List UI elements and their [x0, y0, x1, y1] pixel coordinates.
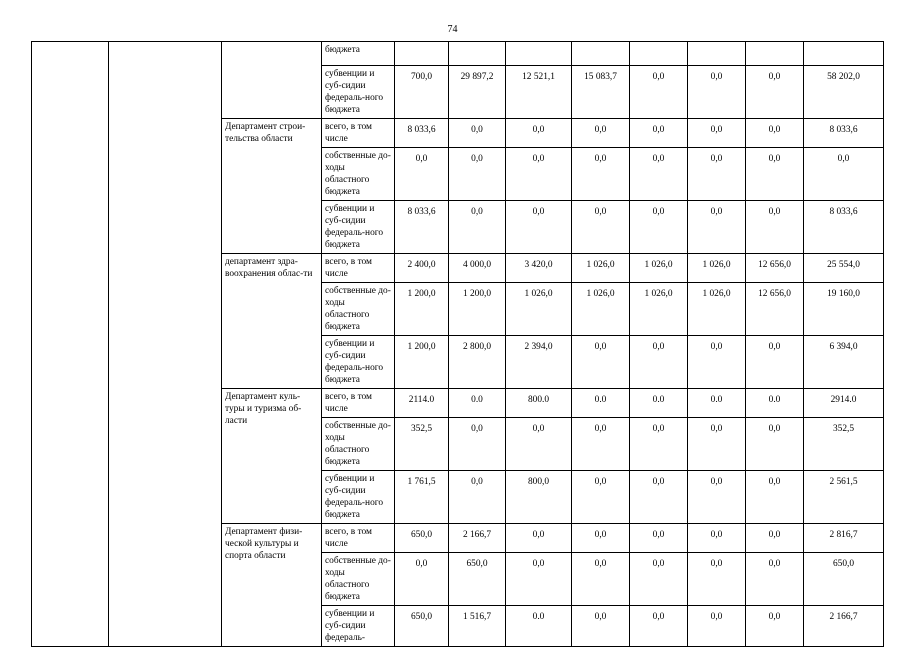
- budget-table: [31, 41, 884, 647]
- value-cell: 0,0: [710, 72, 723, 82]
- value-cell: 0,0: [532, 530, 545, 540]
- funding-type-cell: бюджета: [322, 42, 395, 66]
- value-cell: 1 516,7: [462, 612, 492, 622]
- value-cell: 0,0: [594, 559, 607, 569]
- funding-type-cell: всего, в том числе: [322, 524, 395, 553]
- value-cell: 0,0: [768, 154, 781, 164]
- value-cell: 1 026,0: [702, 260, 731, 270]
- value-cell: 0,0: [837, 154, 850, 164]
- value-cell: 0,0: [768, 612, 781, 622]
- value-cell: 650,0: [466, 559, 488, 569]
- value-cell: 0,0: [768, 530, 781, 540]
- value-cell: 0,0: [652, 154, 665, 164]
- funding-type-cell: собственные до-ходы областного бюджета: [322, 148, 395, 201]
- value-cell: 0,0: [652, 477, 665, 487]
- value-cell: 800.0: [527, 395, 550, 405]
- value-cell: 0,0: [710, 612, 723, 622]
- department-cell: Департамент куль-туры и туризма об-ласти: [222, 389, 322, 524]
- value-cell: 2 561,5: [829, 477, 858, 487]
- value-cell: 0,0: [652, 342, 665, 352]
- value-cell: 0,0: [652, 125, 665, 135]
- value-cell: 0,0: [471, 477, 483, 487]
- value-cell: 800,0: [527, 477, 550, 487]
- value-cell: 0,0: [652, 207, 665, 217]
- blank-column-2: [109, 42, 222, 647]
- value-cell: 0,0: [652, 559, 665, 569]
- value-cell: 0,0: [594, 477, 607, 487]
- value-cell: 0.0: [532, 612, 545, 622]
- value-cell: 1 200,0: [407, 289, 436, 299]
- value-cell: 2914.0: [830, 395, 857, 405]
- value-cell: 0,0: [471, 154, 483, 164]
- value-cell: 0,0: [594, 612, 607, 622]
- value-cell: 0,0: [652, 530, 665, 540]
- value-cell: 0,0: [768, 72, 781, 82]
- value-cell: 2 400,0: [407, 260, 436, 270]
- value-cell: 1 026,0: [644, 260, 673, 270]
- value-cell: 4 000,0: [462, 260, 492, 270]
- funding-type-cell: собственные до-ходы областного бюджета: [322, 553, 395, 606]
- value-cell: 19 160,0: [827, 289, 860, 299]
- value-cell: 58 202,0: [827, 72, 860, 82]
- value-cell: 1 026,0: [644, 289, 673, 299]
- value-cell: 0,0: [710, 477, 723, 487]
- funding-type-cell: собственные до-ходы областного бюджета: [322, 283, 395, 336]
- value-cell: 0.0: [594, 395, 607, 405]
- value-cell: 2 394,0: [524, 342, 553, 352]
- value-cell: 12 656,0: [758, 260, 791, 270]
- value-cell: 8 033,6: [829, 207, 858, 217]
- value-cell: 0,0: [415, 154, 428, 164]
- value-cell: 8 033,6: [407, 125, 436, 135]
- value-cell: 8 033,6: [407, 207, 436, 217]
- value-cell: 0,0: [594, 154, 607, 164]
- value-cell: 0,0: [768, 207, 781, 217]
- value-cell: 1 026,0: [524, 289, 553, 299]
- value-cell: 0,0: [710, 530, 723, 540]
- value-cell: 0,0: [471, 207, 483, 217]
- value-cell: 0,0: [532, 559, 545, 569]
- value-cell: 0,0: [594, 125, 607, 135]
- value-cell: 650,0: [410, 530, 433, 540]
- value-cell: 0.0: [710, 395, 723, 405]
- value-cell: 0,0: [415, 559, 428, 569]
- funding-type-cell: субвенции и суб-сидии федераль-ного бюджета: [322, 471, 395, 524]
- funding-type-cell: собственные до-ходы областного бюджета: [322, 418, 395, 471]
- value-cell: 0,0: [768, 342, 781, 352]
- value-cell: 0,0: [652, 612, 665, 622]
- value-cell: 0,0: [652, 72, 665, 82]
- value-cell: 2 816,7: [829, 530, 858, 540]
- value-cell: 29 897,2: [460, 72, 494, 82]
- value-cell: 0.0: [768, 395, 781, 405]
- value-cell: 0,0: [532, 125, 545, 135]
- value-cell: 700,0: [410, 72, 433, 82]
- value-cell: 1 200,0: [407, 342, 436, 352]
- department-cell: Департамент физи-ческой культуры и спорта области: [222, 524, 322, 647]
- value-cell: 0,0: [710, 154, 723, 164]
- value-cell: 12 656,0: [758, 289, 791, 299]
- value-cell: 0,0: [710, 125, 723, 135]
- value-cell: 25 554,0: [827, 260, 860, 270]
- value-cell: 1 026,0: [586, 289, 615, 299]
- value-cell: 352,5: [410, 424, 433, 434]
- funding-type-cell: субвенции и суб-сидии федераль-ного бюджета: [322, 201, 395, 254]
- value-cell: 1 200,0: [462, 289, 492, 299]
- value-cell: 0,0: [768, 424, 781, 434]
- value-cell: 0,0: [710, 424, 723, 434]
- funding-type-cell: субвенции и суб-сидии федераль-: [322, 606, 395, 647]
- value-cell: 0,0: [471, 424, 483, 434]
- funding-type-cell: субвенции и суб-сидии федераль-ного бюджета: [322, 66, 395, 119]
- value-cell: 0.0: [652, 395, 665, 405]
- value-cell: 3 420,0: [524, 260, 553, 270]
- value-cell: 0,0: [471, 125, 483, 135]
- value-cell: 0,0: [768, 125, 781, 135]
- value-cell: 650,0: [832, 559, 855, 569]
- value-cell: 2 800,0: [462, 342, 492, 352]
- value-cell: 0,0: [594, 342, 607, 352]
- value-cell: 8 033,6: [829, 125, 858, 135]
- funding-type-cell: всего, в том числе: [322, 389, 395, 418]
- value-cell: 2 166,7: [462, 530, 492, 540]
- value-cell: 650,0: [410, 612, 433, 622]
- department-cell: департамент здра-воохранения облас-ти: [222, 254, 322, 389]
- value-cell: 15 083,7: [584, 72, 617, 82]
- value-cell: 6 394,0: [829, 342, 858, 352]
- value-cell: 0,0: [594, 530, 607, 540]
- table-row: [32, 42, 884, 66]
- value-cell: 0,0: [710, 342, 723, 352]
- value-cell: 1 026,0: [702, 289, 731, 299]
- value-cell: 0,0: [768, 477, 781, 487]
- blank-column-1: [32, 42, 109, 647]
- value-cell: 0,0: [710, 207, 723, 217]
- page-number: 74: [447, 24, 458, 35]
- department-cell: Департамент строи-тельства области: [222, 119, 322, 254]
- value-cell: 2114.0: [408, 395, 435, 405]
- value-cell: 0,0: [594, 207, 607, 217]
- value-cell: 0,0: [710, 559, 723, 569]
- value-cell: 0,0: [652, 424, 665, 434]
- value-cell: 0,0: [532, 154, 545, 164]
- value-cell: 12 521,1: [522, 72, 555, 82]
- value-cell: 352,5: [832, 424, 855, 434]
- value-cell: 1 026,0: [586, 260, 615, 270]
- value-cell: 0,0: [532, 207, 545, 217]
- value-cell: 0,0: [594, 424, 607, 434]
- funding-type-cell: субвенции и суб-сидии федераль-ного бюджета: [322, 336, 395, 389]
- value-cell: 1 761,5: [407, 477, 436, 487]
- funding-type-cell: всего, в том числе: [322, 119, 395, 148]
- value-cell: 0,0: [532, 424, 545, 434]
- department-cell: [222, 42, 322, 119]
- value-cell: 2 166,7: [829, 612, 858, 622]
- value-cell: 0.0: [471, 395, 483, 405]
- value-cell: 0,0: [768, 559, 781, 569]
- funding-type-cell: всего, в том числе: [322, 254, 395, 283]
